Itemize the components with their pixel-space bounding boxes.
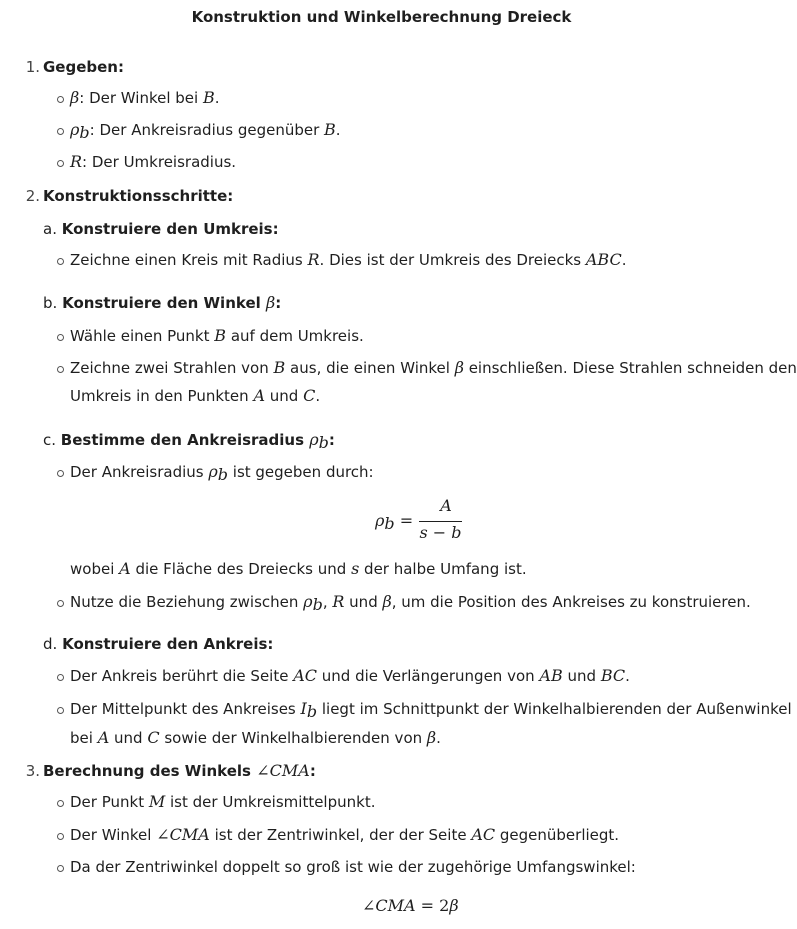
fraction-numerator: A	[440, 496, 452, 515]
bullet-icon	[57, 833, 64, 840]
list-item: β: Der Winkel bei B.	[70, 88, 220, 107]
bullet-icon	[57, 707, 64, 714]
bullet-icon	[57, 366, 64, 373]
subsection-d: d. Konstruiere den Ankreis:	[43, 635, 274, 653]
bullet-icon	[57, 96, 64, 103]
section-heading: Berechnung des Winkels ∠CMA:	[43, 761, 316, 780]
bullet-icon	[57, 865, 64, 872]
bullet-icon	[57, 470, 64, 477]
formula-explanation: wobei A die Fläche des Dreiecks und s der halbe Umfang ist.	[70, 559, 527, 578]
list-item: Da der Zentriwinkel doppelt so groß ist wie der zugehörige Umfangswinkel:	[70, 858, 636, 876]
list-item: R: Der Umkreisradius.	[70, 152, 237, 171]
list-item: Zeichne zwei Strahlen von B aus, die einen Winkel β einschließen. Diese Strahlen schneiden den	[70, 358, 797, 377]
list-item: Nutze die Beziehung zwischen $\rho_b$, R und β, um die Position des Ankreises zu konstruieren.	[70, 592, 751, 614]
section-number: 3.	[25, 762, 40, 780]
section-number: 2.	[25, 187, 40, 205]
list-item: Zeichne einen Kreis mit Radius R. Dies ist der Umkreis des Dreiecks ABC.	[70, 250, 627, 269]
subsection-b: b. Konstruiere den Winkel β:	[43, 293, 282, 312]
page-title: Konstruktion und Winkelberechnung Dreieck	[191, 8, 572, 26]
bullet-icon	[57, 334, 64, 341]
list-item: Der Ankreisradius $\rho_b$ ist gegeben durch:	[70, 462, 374, 484]
list-item-continuation: bei A und C sowie der Winkelhalbierenden von β.	[70, 728, 441, 747]
formula-zentriwinkel: ∠CMA = 2β	[362, 896, 459, 915]
bullet-icon	[57, 600, 64, 607]
subsection-a: a. Konstruiere den Umkreis:	[43, 220, 279, 238]
formula-ankreisradius: $\rho_b$ = A s − b	[375, 496, 462, 542]
list-item: Der Winkel ∠CMA ist der Zentriwinkel, der der Seite AC gegenüberliegt.	[70, 825, 620, 844]
bullet-icon	[57, 800, 64, 807]
bullet-icon	[57, 128, 64, 135]
list-item: Der Mittelpunkt des Ankreises $I_b$ liegt im Schnittpunkt der Winkelhalbierenden der Außenwinkel	[70, 699, 792, 721]
list-item-continuation: Umkreis in den Punkten A und C.	[70, 386, 321, 405]
bullet-icon	[57, 674, 64, 681]
list-item: Der Ankreis berührt die Seite AC und die Verlängerungen von AB und BC.	[70, 666, 630, 685]
fraction-bar	[419, 521, 462, 522]
list-item: Der Punkt M ist der Umkreismittelpunkt.	[70, 792, 376, 811]
list-item: Wähle einen Punkt B auf dem Umkreis.	[70, 326, 364, 345]
section-heading: Konstruktionsschritte:	[43, 187, 234, 205]
bullet-icon	[57, 160, 64, 167]
section-number: 1.	[25, 58, 40, 76]
list-item: $\rho_b$: Der Ankreisradius gegenüber B.	[70, 120, 341, 142]
subsection-c: c. Bestimme den Ankreisradius $\rho_b$:	[43, 430, 335, 452]
fraction-denominator: s − b	[419, 523, 462, 542]
section-heading: Gegeben:	[43, 58, 124, 76]
bullet-icon	[57, 258, 64, 265]
